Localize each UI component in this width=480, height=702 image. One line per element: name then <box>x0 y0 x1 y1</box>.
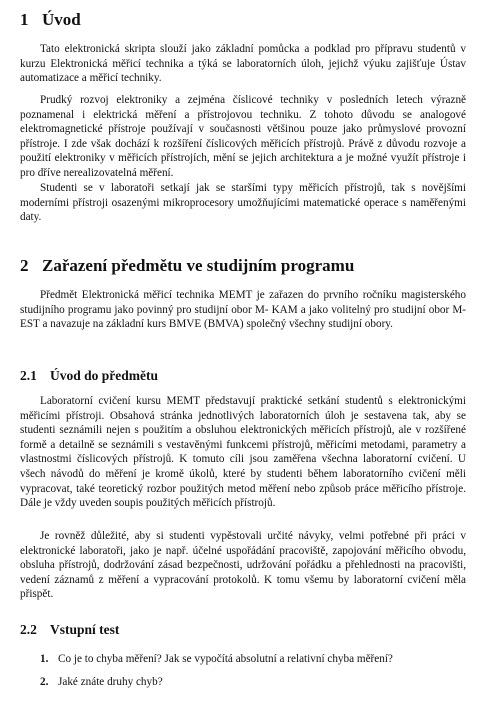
section-number: 2 <box>20 256 29 275</box>
section-1-heading <box>20 10 81 30</box>
section-number: 2.2 <box>20 622 37 637</box>
paragraph: Je rovněž důležité, aby si studenti vypěstovali určité návyky, velmi potřebné při práci v elektronické laboratoři, jako je např. účelné uspořádání pracoviště, zapojování měřicího obvodu, obsluha přístrojů, dodržování zásad bezpečnosti, udržování pořádku a přehlednosti na pracovišti, vedení záznamů z měření a vypracování protokolů. K tomu všemu by laboratorní cvičení měla přispět. <box>20 530 466 601</box>
list-item <box>40 675 393 690</box>
question-number: 2. <box>40 675 49 688</box>
section-title: Vstupní test <box>50 622 120 637</box>
section-number: 1 <box>20 10 29 29</box>
question-text: Jaké znáte druhy chyb? <box>58 675 163 688</box>
paragraph: Tato elektronická skripta slouží jako základní pomůcka a podklad pro přípravu studentů v kurzu Elektronická měřicí technika a týká se laboratorních úloh, jejichž výuku zajišťuje Ústav automatizace a měřicí techniky. <box>20 43 466 85</box>
section-title: Úvod do předmětu <box>50 368 159 383</box>
section-2-heading <box>20 256 354 276</box>
section-2-2-heading <box>20 622 119 638</box>
paragraph: Laboratorní cvičení kursu MEMT představují praktické setkání studentů s elektronickými měřicími přístroji. Obsahová stránka jednotlivých laboratorních úloh je sestavena tak, aby se studenti seznámili nejen s použitím a obsluhou elektronických měřicích přístrojů, ale v rozšířené formě a detailně se seznámili s vestavěnými funkcemi přístrojů, měřicími metodami, parametry a vlastnostmi číslicových přístrojů. K tomuto cíli jsou zaměřena všechna laboratorní cvičení. U všech návodů do měření je kromě úkolů, které by studenti během laboratorního cvičení měli vypracovat, také teoretický rozbor použitých metod měření nebo způsob práce měřicího přístroje. Dále je vždy uveden soupis použitých měřicích přístrojů. <box>20 395 466 510</box>
entry-test-questions <box>40 652 393 697</box>
paragraph: Prudký rozvoj elektroniky a zejména číslicové techniky v posledních letech výrazně poznamenal i elektrická měření a přístrojovou techniku. Z tohoto důvodu se analogové elektromagnetické přístroje používají v současnosti většinou pouze jako průmyslové provozní přístroje. I zde však dochází k rozšíření číslicových měřicích přístrojů. Právě z důvodu rozvoje a použití elektroniky v měřicích přístrojích, mění se jejich architektura a je možné využít přístroje i pro dříve nerealizovatelná měření. <box>20 94 466 179</box>
list-item <box>40 652 393 667</box>
section-2-1-heading <box>20 368 158 384</box>
paragraph: Studenti se v laboratoři setkají jak se staršími typy měřicích přístrojů, tak s novějšími moderními přístroji osazenými mikroprocesory umožňujícími matematické operace s naměřenými daty. <box>20 182 466 224</box>
section-title: Úvod <box>42 10 81 29</box>
section-title: Zařazení předmětu ve studijním programu <box>42 256 355 275</box>
section-number: 2.1 <box>20 368 37 383</box>
paragraph: Předmět Elektronická měřicí technika MEMT je zařazen do prvního ročníku magisterského studijního programu jako povinný pro studijní obor M- KAM a jako volitelný pro studijní obor M-EST a navazuje na základní kurs BMVE (BMVA) společný všechny studijní obory. <box>20 289 466 331</box>
question-text: Co je to chyba měření? Jak se vypočítá absolutní a relativní chyba měření? <box>58 653 393 665</box>
question-number: 1. <box>40 653 49 665</box>
